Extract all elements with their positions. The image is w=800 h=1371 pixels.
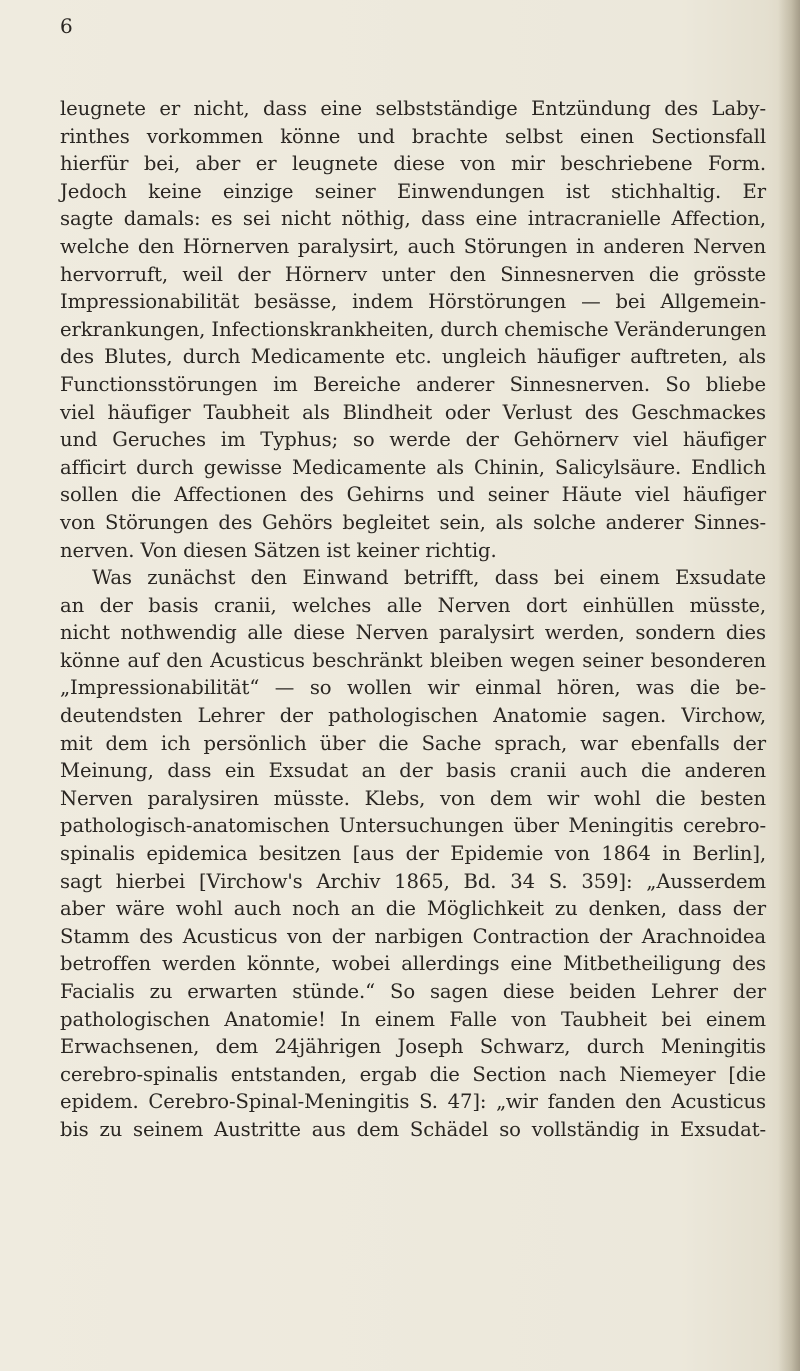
text-line: deutendsten Lehrer der pathologischen Anatomie sagen. Virchow, [60, 704, 766, 728]
text-line: hervorruft, weil der Hörnerv unter den Sinnesnerven die grösste [60, 262, 766, 286]
text-line: afficirt durch gewisse Medicamente als Chinin, Salicylsäure. Endlich [60, 455, 766, 479]
text-line: des Blutes, durch Medicamente etc. ungleich häufiger auftreten, als [60, 345, 766, 369]
body-text [60, 95, 766, 1144]
text-line: betroffen werden könnte, wobei allerdings eine Mitbetheiligung des [60, 952, 766, 976]
text-line: pathologischen Anatomie! In einem Falle von Taubheit bei einem [60, 1007, 766, 1031]
text-line: leugnete er nicht, dass eine selbstständige Entzündung des Laby- [60, 97, 766, 120]
text-line: von Störungen des Gehörs begleitet sein, als solche anderer Sinnes- [60, 510, 766, 534]
text-line: Facialis zu erwarten stünde.“ So sagen diese beiden Lehrer der [60, 980, 766, 1003]
text-line: rinthes vorkommen könne und brachte selbst einen Sectionsfall [60, 124, 766, 148]
text-line: und Geruches im Typhus; so werde der Gehörnerv viel häufiger [60, 428, 766, 452]
text-line: welche den Hörnerven paralysirt, auch Störungen in anderen Nerven [60, 234, 766, 258]
text-line: viel häufiger Taubheit als Blindheit oder Verlust des Geschmackes [60, 400, 766, 424]
text-line: spinalis epidemica besitzen [aus der Epidemie von 1864 in Berlin], [60, 842, 766, 866]
text-line: Nerven paralysiren müsste. Klebs, von dem wir wohl die besten [60, 786, 766, 810]
text-line: cerebro-spinalis entstanden, ergab die Section nach Niemeyer [die [60, 1062, 766, 1086]
page-number: 6 [60, 14, 73, 38]
text-line: Was zunächst den Einwand betrifft, dass bei einem Exsudate [92, 566, 766, 590]
text-line: an der basis cranii, welches alle Nerven dort einhüllen müsste, [60, 593, 766, 617]
text-line: erkrankungen, Infectionskrankheiten, durch chemische Veränderungen [60, 317, 767, 341]
text-line: epidem. Cerebro-Spinal-Meningitis S. 47]: „wir fanden den Acusticus [60, 1090, 766, 1114]
text-line: Meinung, dass ein Exsudat an der basis cranii auch die anderen [60, 759, 766, 783]
text-line: Functionsstörungen im Bereiche anderer Sinnesnerven. So bliebe [60, 372, 766, 396]
text-line: sollen die Affectionen des Gehirns und seiner Häute viel häufiger [60, 483, 766, 507]
text-line: nicht nothwendig alle diese Nerven paralysirt werden, sondern dies [60, 621, 766, 645]
text-line: Impressionabilität besässe, indem Hörstörungen — bei Allgemein- [60, 290, 766, 314]
text-line: Jedoch keine einzige seiner Einwendungen ist stichhaltig. Er [60, 179, 766, 203]
text-line: „Impressionabilität“ — so wollen wir einmal hören, was die be- [60, 676, 766, 700]
text-line: Erwachsenen, dem 24jährigen Joseph Schwarz, durch Meningitis [60, 1035, 766, 1059]
text-line: Stamm des Acusticus von der narbigen Contraction der Arachnoidea [60, 924, 766, 948]
text-line: sagt hierbei [Virchow's Archiv 1865, Bd. 34 S. 359]: „Ausserdem [60, 869, 766, 893]
text-line: mit dem ich persönlich über die Sache sprach, war ebenfalls der [60, 731, 766, 755]
text-line: könne auf den Acusticus beschränkt bleiben wegen seiner besonderen [60, 648, 766, 672]
text-line: bis zu seinem Austritte aus dem Schädel so vollständig in Exsudat- [60, 1117, 766, 1141]
text-line: aber wäre wohl auch noch an die Möglichkeit zu denken, dass der [60, 897, 766, 921]
text-line: nerven. Von diesen Sätzen ist keiner richtig. [60, 538, 497, 562]
text-line: sagte damals: es sei nicht nöthig, dass eine intracranielle Affection, [60, 207, 766, 231]
text-line: hierfür bei, aber er leugnete diese von mir beschriebene Form. [60, 152, 766, 176]
page-edge-shadow [778, 0, 800, 1371]
text-line: pathologisch-anatomischen Untersuchungen über Meningitis cerebro- [60, 814, 766, 838]
